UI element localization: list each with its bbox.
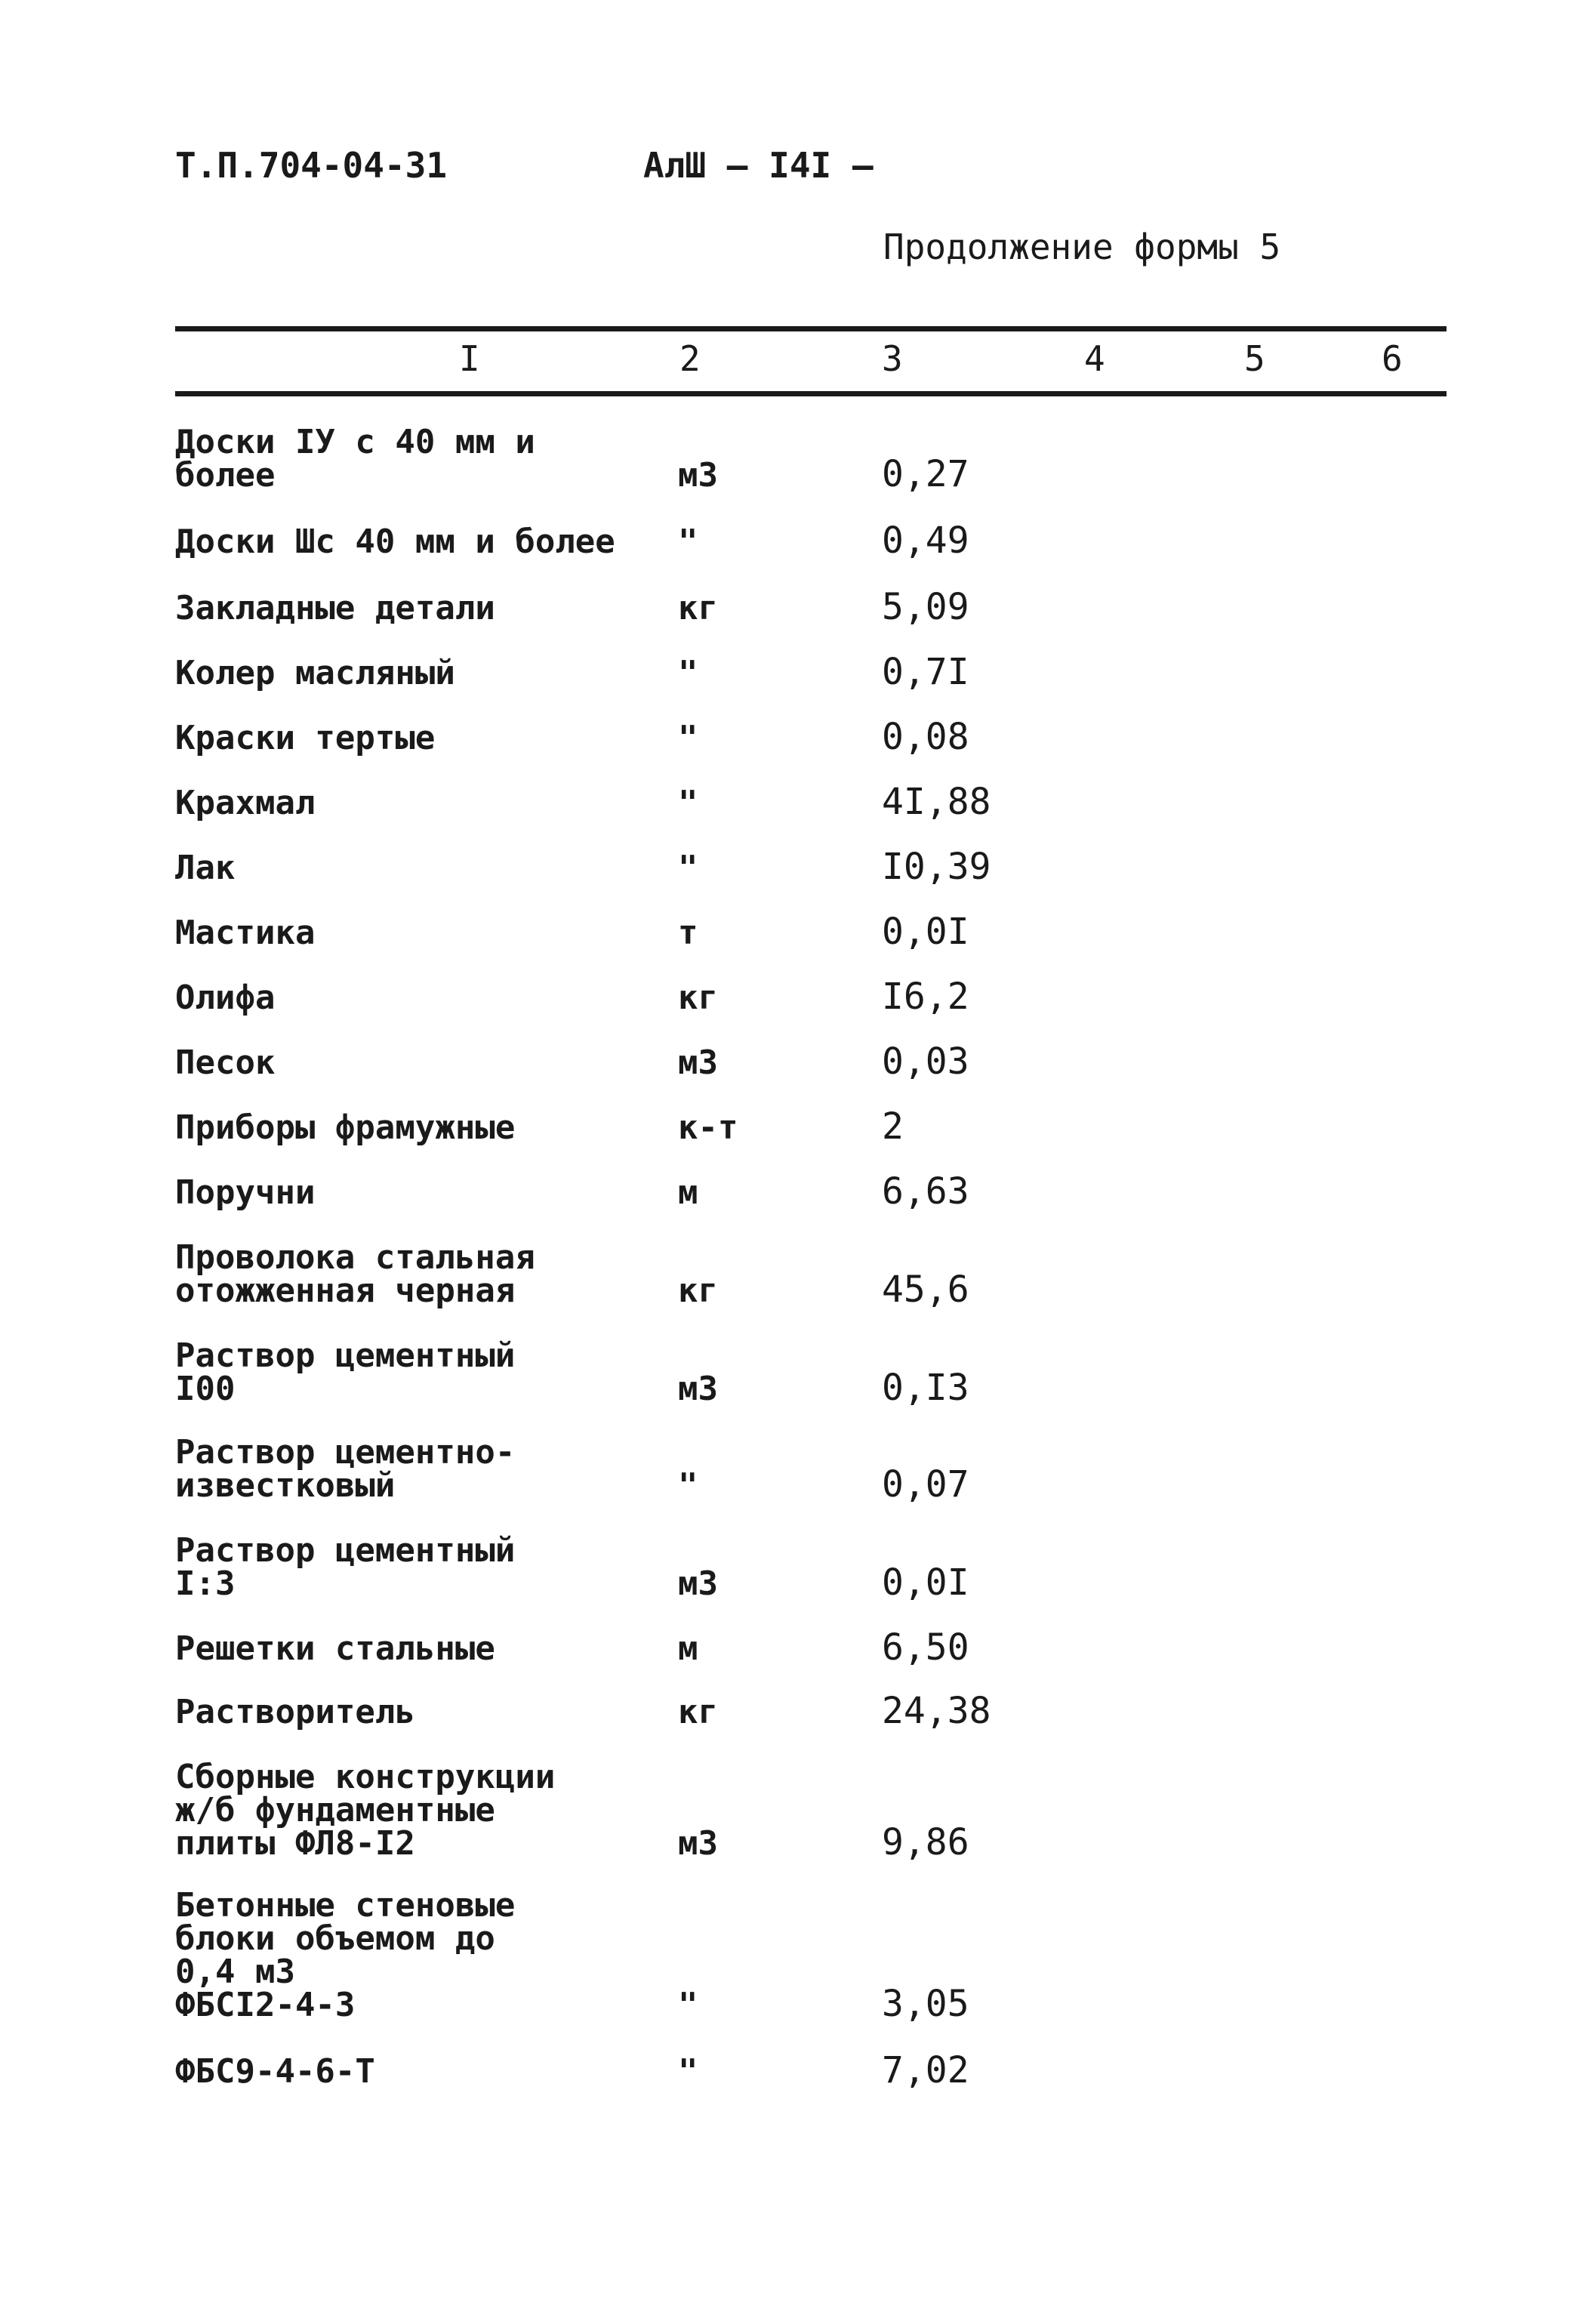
column-number-6: 6 — [1382, 338, 1403, 379]
table-row — [0, 1335, 1596, 1409]
table-row — [0, 1105, 1596, 1148]
table-row — [0, 1530, 1596, 1604]
quantity: 0,7I — [882, 651, 969, 693]
unit: кг — [678, 979, 718, 1017]
quantity: 3,05 — [882, 1983, 969, 2025]
material-name: Раствор цементный I:3 — [175, 1531, 516, 1603]
doc-code: Т.П.704-04-31 — [175, 145, 448, 186]
material-name: Решетки стальные — [175, 1629, 495, 1668]
table-row — [0, 1626, 1596, 1669]
quantity: 6,63 — [882, 1170, 969, 1213]
table-row — [0, 1040, 1596, 1083]
table-row — [0, 781, 1596, 823]
table-row — [0, 1237, 1596, 1311]
material-name: Песок — [175, 1043, 276, 1082]
material-name: Раствор цементный I00 — [175, 1336, 516, 1408]
quantity: 0,49 — [882, 519, 969, 562]
quantity: I0,39 — [882, 846, 991, 888]
unit: кг — [678, 589, 718, 627]
unit: м3 — [678, 456, 718, 495]
material-name: Сборные конструкции ж/б фундаментные плиты ФЛ8-I2 — [175, 1758, 556, 1863]
material-name: Раствор цементно- известковый — [175, 1433, 516, 1505]
material-name: Поручни — [175, 1173, 316, 1212]
quantity: I6,2 — [882, 976, 969, 1018]
unit: кг — [678, 1272, 718, 1310]
unit: м3 — [678, 1370, 718, 1408]
table-row — [0, 1756, 1596, 1863]
table-row — [0, 976, 1596, 1018]
quantity: 0,08 — [882, 716, 969, 758]
quantity: 6,50 — [882, 1626, 969, 1669]
quantity: 5,09 — [882, 586, 969, 628]
unit: к-т — [678, 1108, 738, 1147]
column-number-4: 4 — [1084, 338, 1105, 379]
table-row — [0, 1170, 1596, 1213]
quantity: 9,86 — [882, 1821, 969, 1863]
form-continuation-label: Продолжение формы 5 — [883, 227, 1281, 267]
quantity: 45,6 — [882, 1268, 969, 1311]
quantity: 0,0I — [882, 911, 969, 953]
album-page-number: АлШ — I4I — — [643, 145, 873, 186]
material-name: Растворитель — [175, 1693, 415, 1731]
material-name: Крахмал — [175, 784, 316, 822]
unit: " — [678, 2052, 698, 2091]
table-row — [0, 651, 1596, 693]
material-name: Мастика — [175, 914, 316, 952]
quantity: 0,27 — [882, 453, 969, 495]
quantity: 7,02 — [882, 2049, 969, 2091]
quantity: 2 — [882, 1105, 904, 1148]
unit: м3 — [678, 1824, 718, 1863]
unit: кг — [678, 1693, 718, 1731]
unit: " — [678, 1986, 698, 2024]
table-row — [0, 846, 1596, 888]
table-row — [0, 716, 1596, 758]
unit: м — [678, 1629, 698, 1668]
material-name: Краски тертые — [175, 719, 436, 757]
table-row — [0, 586, 1596, 628]
unit: м3 — [678, 1564, 718, 1603]
unit: " — [678, 654, 698, 692]
column-number-2: 2 — [679, 338, 701, 379]
quantity: 0,0I — [882, 1561, 969, 1604]
unit: м — [678, 1173, 698, 1212]
quantity: 24,38 — [882, 1690, 991, 1732]
material-name: Колер масляный — [175, 654, 455, 692]
quantity: 0,07 — [882, 1463, 969, 1506]
table-row — [0, 911, 1596, 953]
material-name: Приборы фрамужные — [175, 1108, 516, 1147]
column-number-1: I — [459, 338, 480, 379]
table-row — [0, 1885, 1596, 2025]
table-header-rule-bottom — [175, 391, 1447, 396]
unit: " — [678, 784, 698, 822]
unit: " — [678, 1466, 698, 1505]
table-row — [0, 2049, 1596, 2091]
material-name: Закладные детали — [175, 589, 495, 627]
quantity: 4I,88 — [882, 781, 991, 823]
material-name: Олифа — [175, 979, 276, 1017]
unit: " — [678, 719, 698, 757]
table-row — [0, 1432, 1596, 1506]
material-name: ФБС9-4-6-Т — [175, 2052, 375, 2091]
unit: м3 — [678, 1043, 718, 1082]
material-name: Бетонные стеновые блоки объемом до 0,4 м3 ФБСI2-4-3 — [175, 1886, 516, 2024]
unit: т — [678, 914, 698, 952]
column-number-5: 5 — [1244, 338, 1265, 379]
table-header-rule-top — [175, 326, 1447, 331]
quantity: 0,03 — [882, 1040, 969, 1083]
material-name: Доски Шс 40 мм и более — [175, 522, 615, 561]
table-row — [0, 423, 1596, 495]
table-row — [0, 1690, 1596, 1732]
table-row — [0, 519, 1596, 562]
material-name: Лак — [175, 849, 236, 887]
column-number-3: 3 — [882, 338, 903, 379]
quantity: 0,I3 — [882, 1367, 969, 1409]
unit: " — [678, 849, 698, 887]
unit: " — [678, 522, 698, 561]
material-name: Доски IУ с 40 мм и более — [175, 423, 535, 495]
material-name: Проволока стальная отожженная черная — [175, 1238, 535, 1310]
